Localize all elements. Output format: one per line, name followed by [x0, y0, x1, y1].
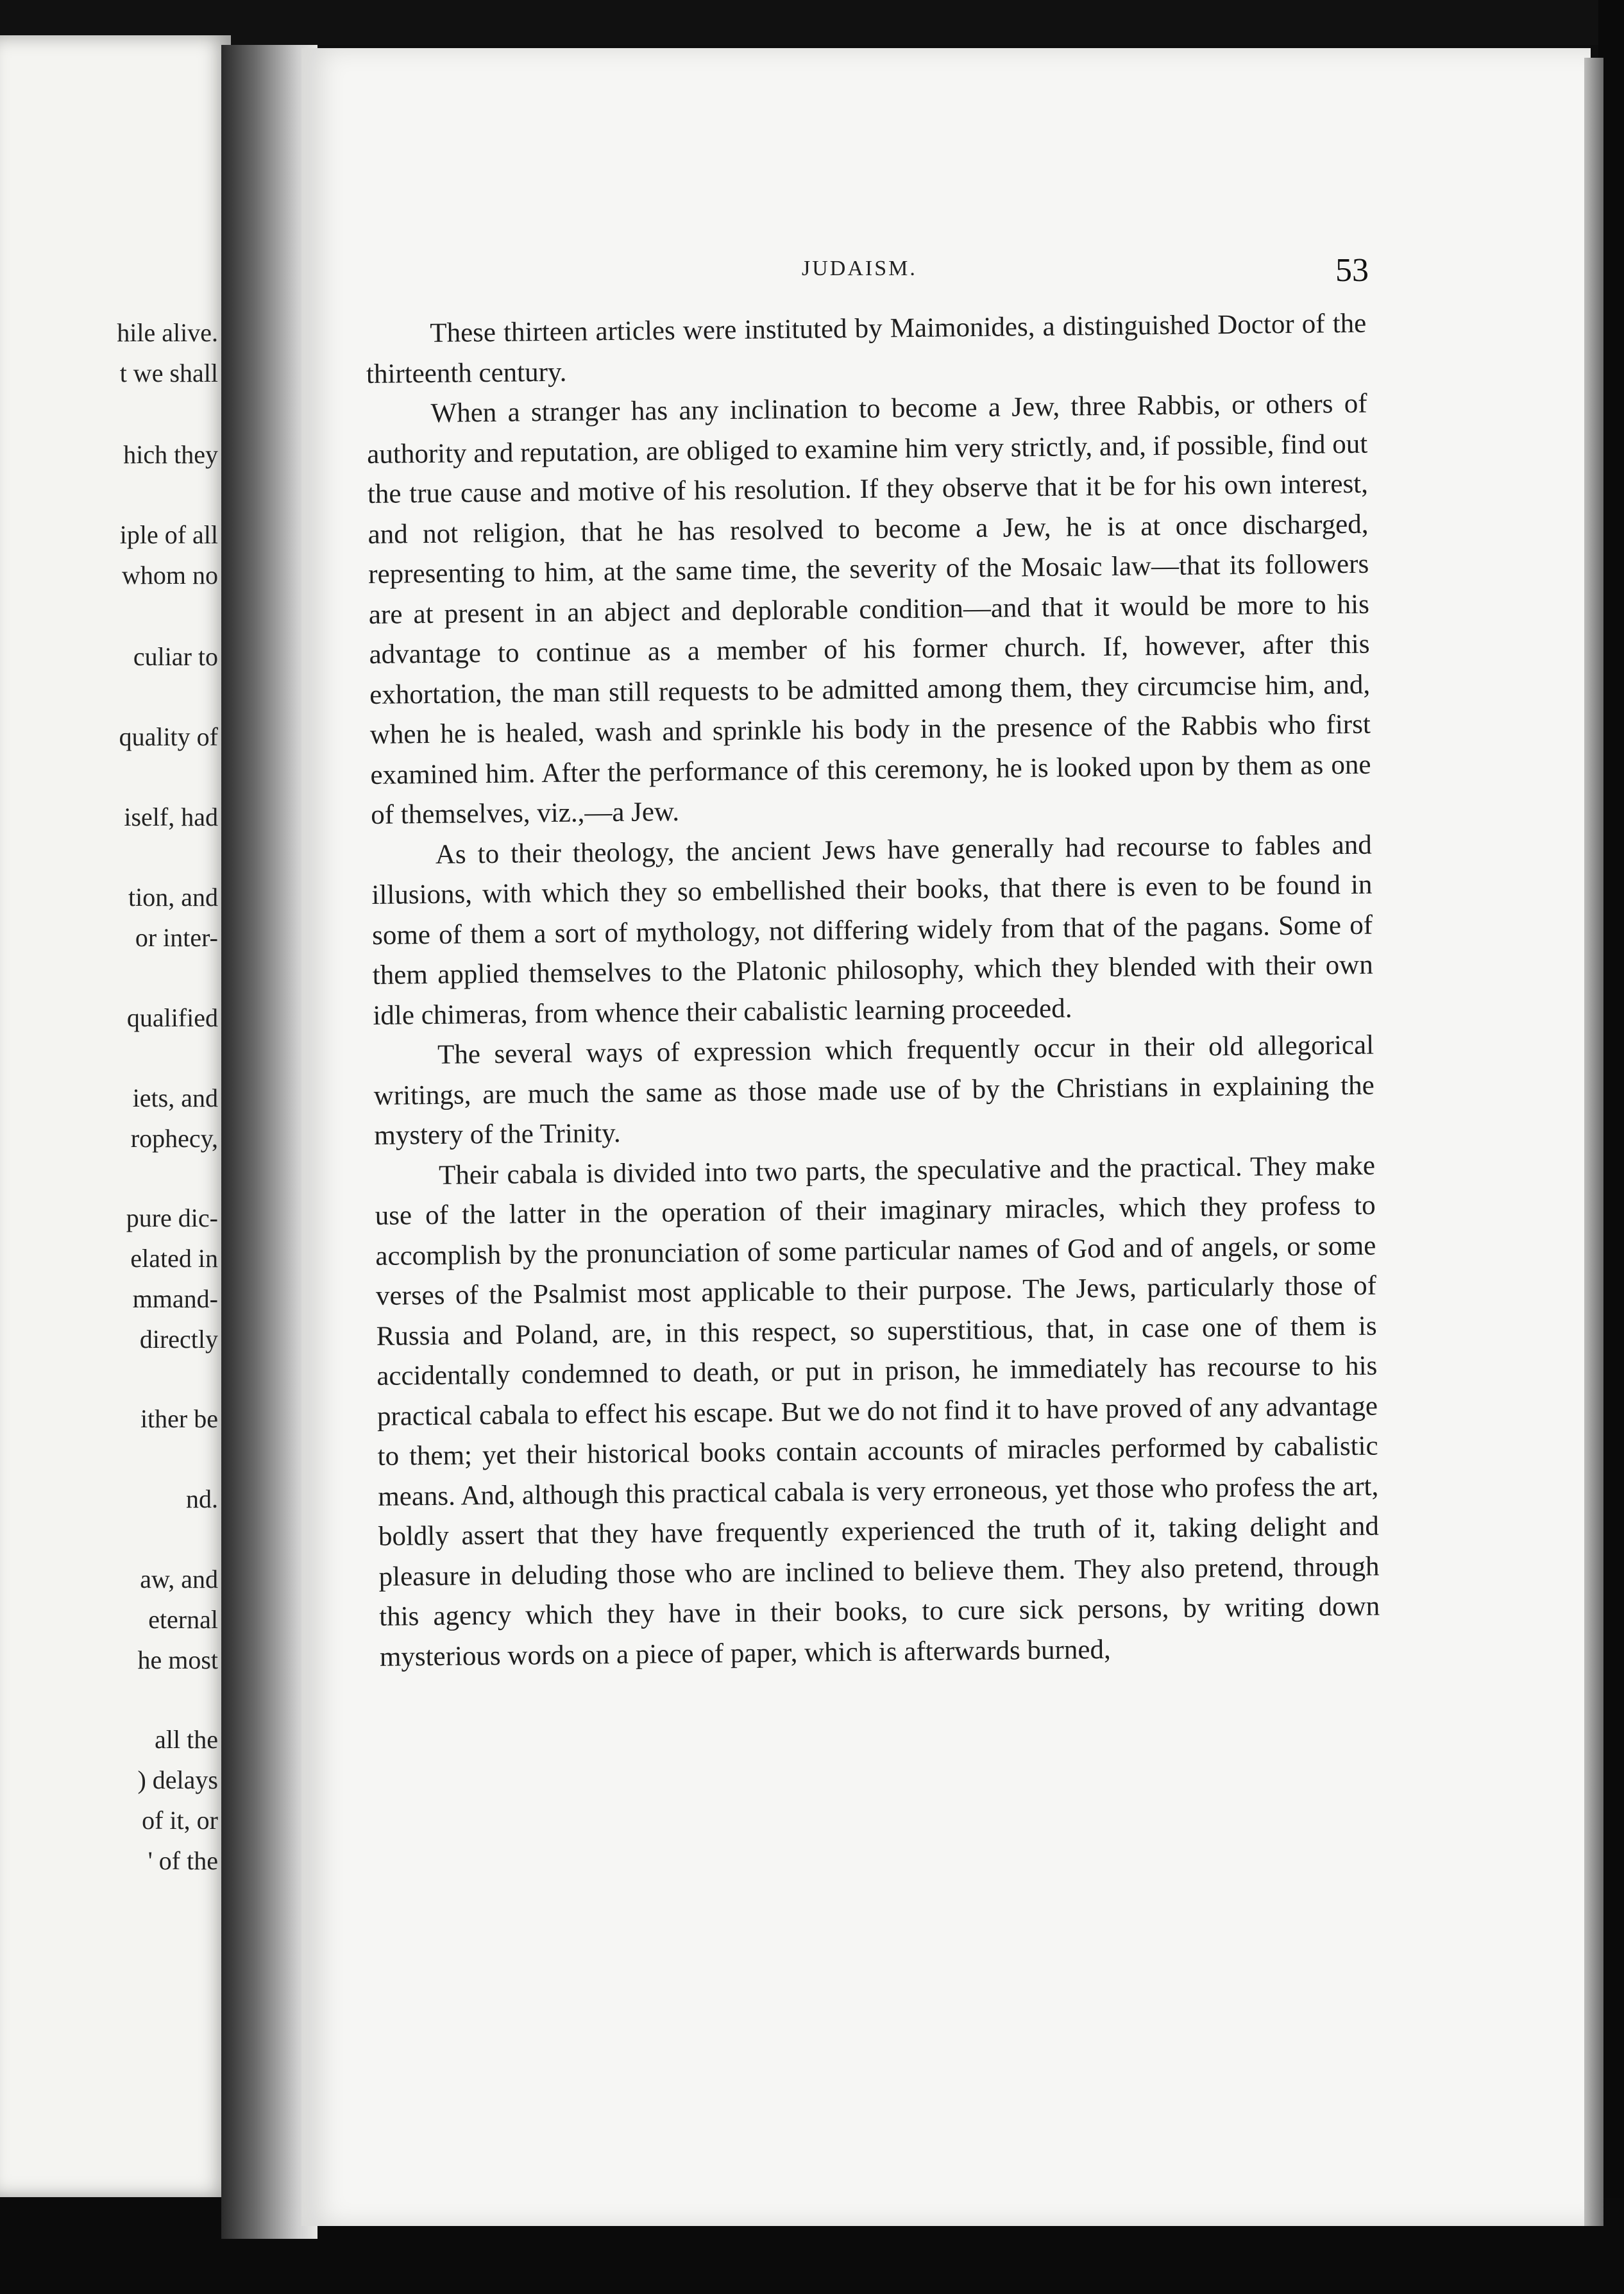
- paragraph: As to their theology, the ancient Jews have generally had recourse to fables and illusions, with which they so embellished their books, that there is even to be found in some of them a sort of mythology, not differing widely from that of the pagans. Some of them applied themselves to the Platonic philosophy, which they blended with their own idle chimeras, from whence their cabalistic learning proceeded.: [371, 829, 1373, 1031]
- left-facing-page: [0, 35, 231, 2197]
- left-line: culiar to: [133, 642, 218, 671]
- left-line: tion, and: [128, 883, 218, 912]
- left-line: or inter-: [135, 923, 218, 952]
- left-line: qualified: [126, 1003, 218, 1032]
- scanner-frame-top: [0, 0, 1624, 45]
- left-line: quality of: [119, 722, 218, 751]
- paragraph: Their cabala is divided into two parts, the speculative and the practical. They make use of the latter in the operation of their imaginary miracles, which they profess to accomplish by the pronunciation of some particular names of God and of angels, or some verses of the Psalmist most applicable to their purpose. The Jews, particularly those of Russia and Poland, are, in this respect, so superstitious, that, in case one of them is accidentally condemned to death, or put in prison, he immediately has recourse to his practical cabala to effect his escape. But we do not find it to have proved of any advantage to them; yet their historical books contain accounts of miracles performed by cabalistic means. And, although this practical cabala is very erroneous, yet those who profess the art, boldly assert that they have frequently experienced the truth of it, taking delight and pleasure in deluding those who are inclined to believe them. They also pretend, through this agency which they have in their books, to cure sick persons, by writing down mysterious words on a piece of paper, which is afterwards burned,: [375, 1150, 1380, 1672]
- paragraph: When a stranger has any inclination to become a Jew, three Rabbis, or others of authority and reputation, are obliged to examine him very strictly, and, if possible, find out the true cause and motive of his resolution. If they observe that it be for his own interest, and not religion, that he has resolved to become a Jew, he is at once discharged, representing to him, at the same time, the severity of the Mosaic law—that its followers are at present in an abject and deplorable condition—and that it would be more to his advantage to continue as a member of his former church. If, however, after this exhortation, the man still requests to be admitted among them, they circumcise him, and, when he is healed, wash and sprinkle his body in the presence of the Rabbis who first examined him. After the performance of this ceremony, he is looked upon by them as one of themselves, viz.,—a Jew.: [367, 388, 1371, 830]
- left-line: ) delays: [137, 1765, 218, 1794]
- left-line: eternal: [148, 1605, 218, 1634]
- left-line: nd.: [186, 1484, 218, 1513]
- left-line: all the: [155, 1725, 218, 1754]
- running-head: JUDAISM.: [802, 257, 917, 280]
- paragraph: The several ways of expression which frequently occur in their old allegorical writings, are much the same as those made use of by the Christians in explaining the mystery of the Trinity.: [373, 1030, 1374, 1151]
- left-line: directly: [139, 1325, 218, 1354]
- left-line: of it, or: [142, 1806, 218, 1835]
- left-line: iets, and: [132, 1083, 218, 1112]
- left-line: he most: [137, 1645, 218, 1674]
- left-line: iself, had: [124, 803, 218, 831]
- left-line: whom no: [122, 561, 218, 590]
- page-number: 53: [1335, 252, 1369, 289]
- left-line: aw, and: [140, 1565, 218, 1593]
- body-text: [366, 304, 1380, 1678]
- left-line: ither be: [140, 1404, 218, 1433]
- left-line: mmand-: [132, 1284, 218, 1313]
- left-line: hich they: [123, 440, 218, 469]
- left-line: ' of the: [148, 1846, 218, 1875]
- left-line: iple of all: [119, 520, 218, 549]
- left-line: elated in: [130, 1244, 218, 1273]
- left-line: pure dic-: [126, 1203, 218, 1232]
- page-edge-shadow: [1584, 58, 1603, 2226]
- left-line: hile alive.: [117, 318, 218, 347]
- left-line: t we shall: [119, 359, 218, 387]
- paragraph: These thirteen articles were instituted by Maimonides, a distinguished Doctor of the thirteenth century.: [366, 308, 1367, 389]
- left-line: rophecy,: [130, 1124, 218, 1153]
